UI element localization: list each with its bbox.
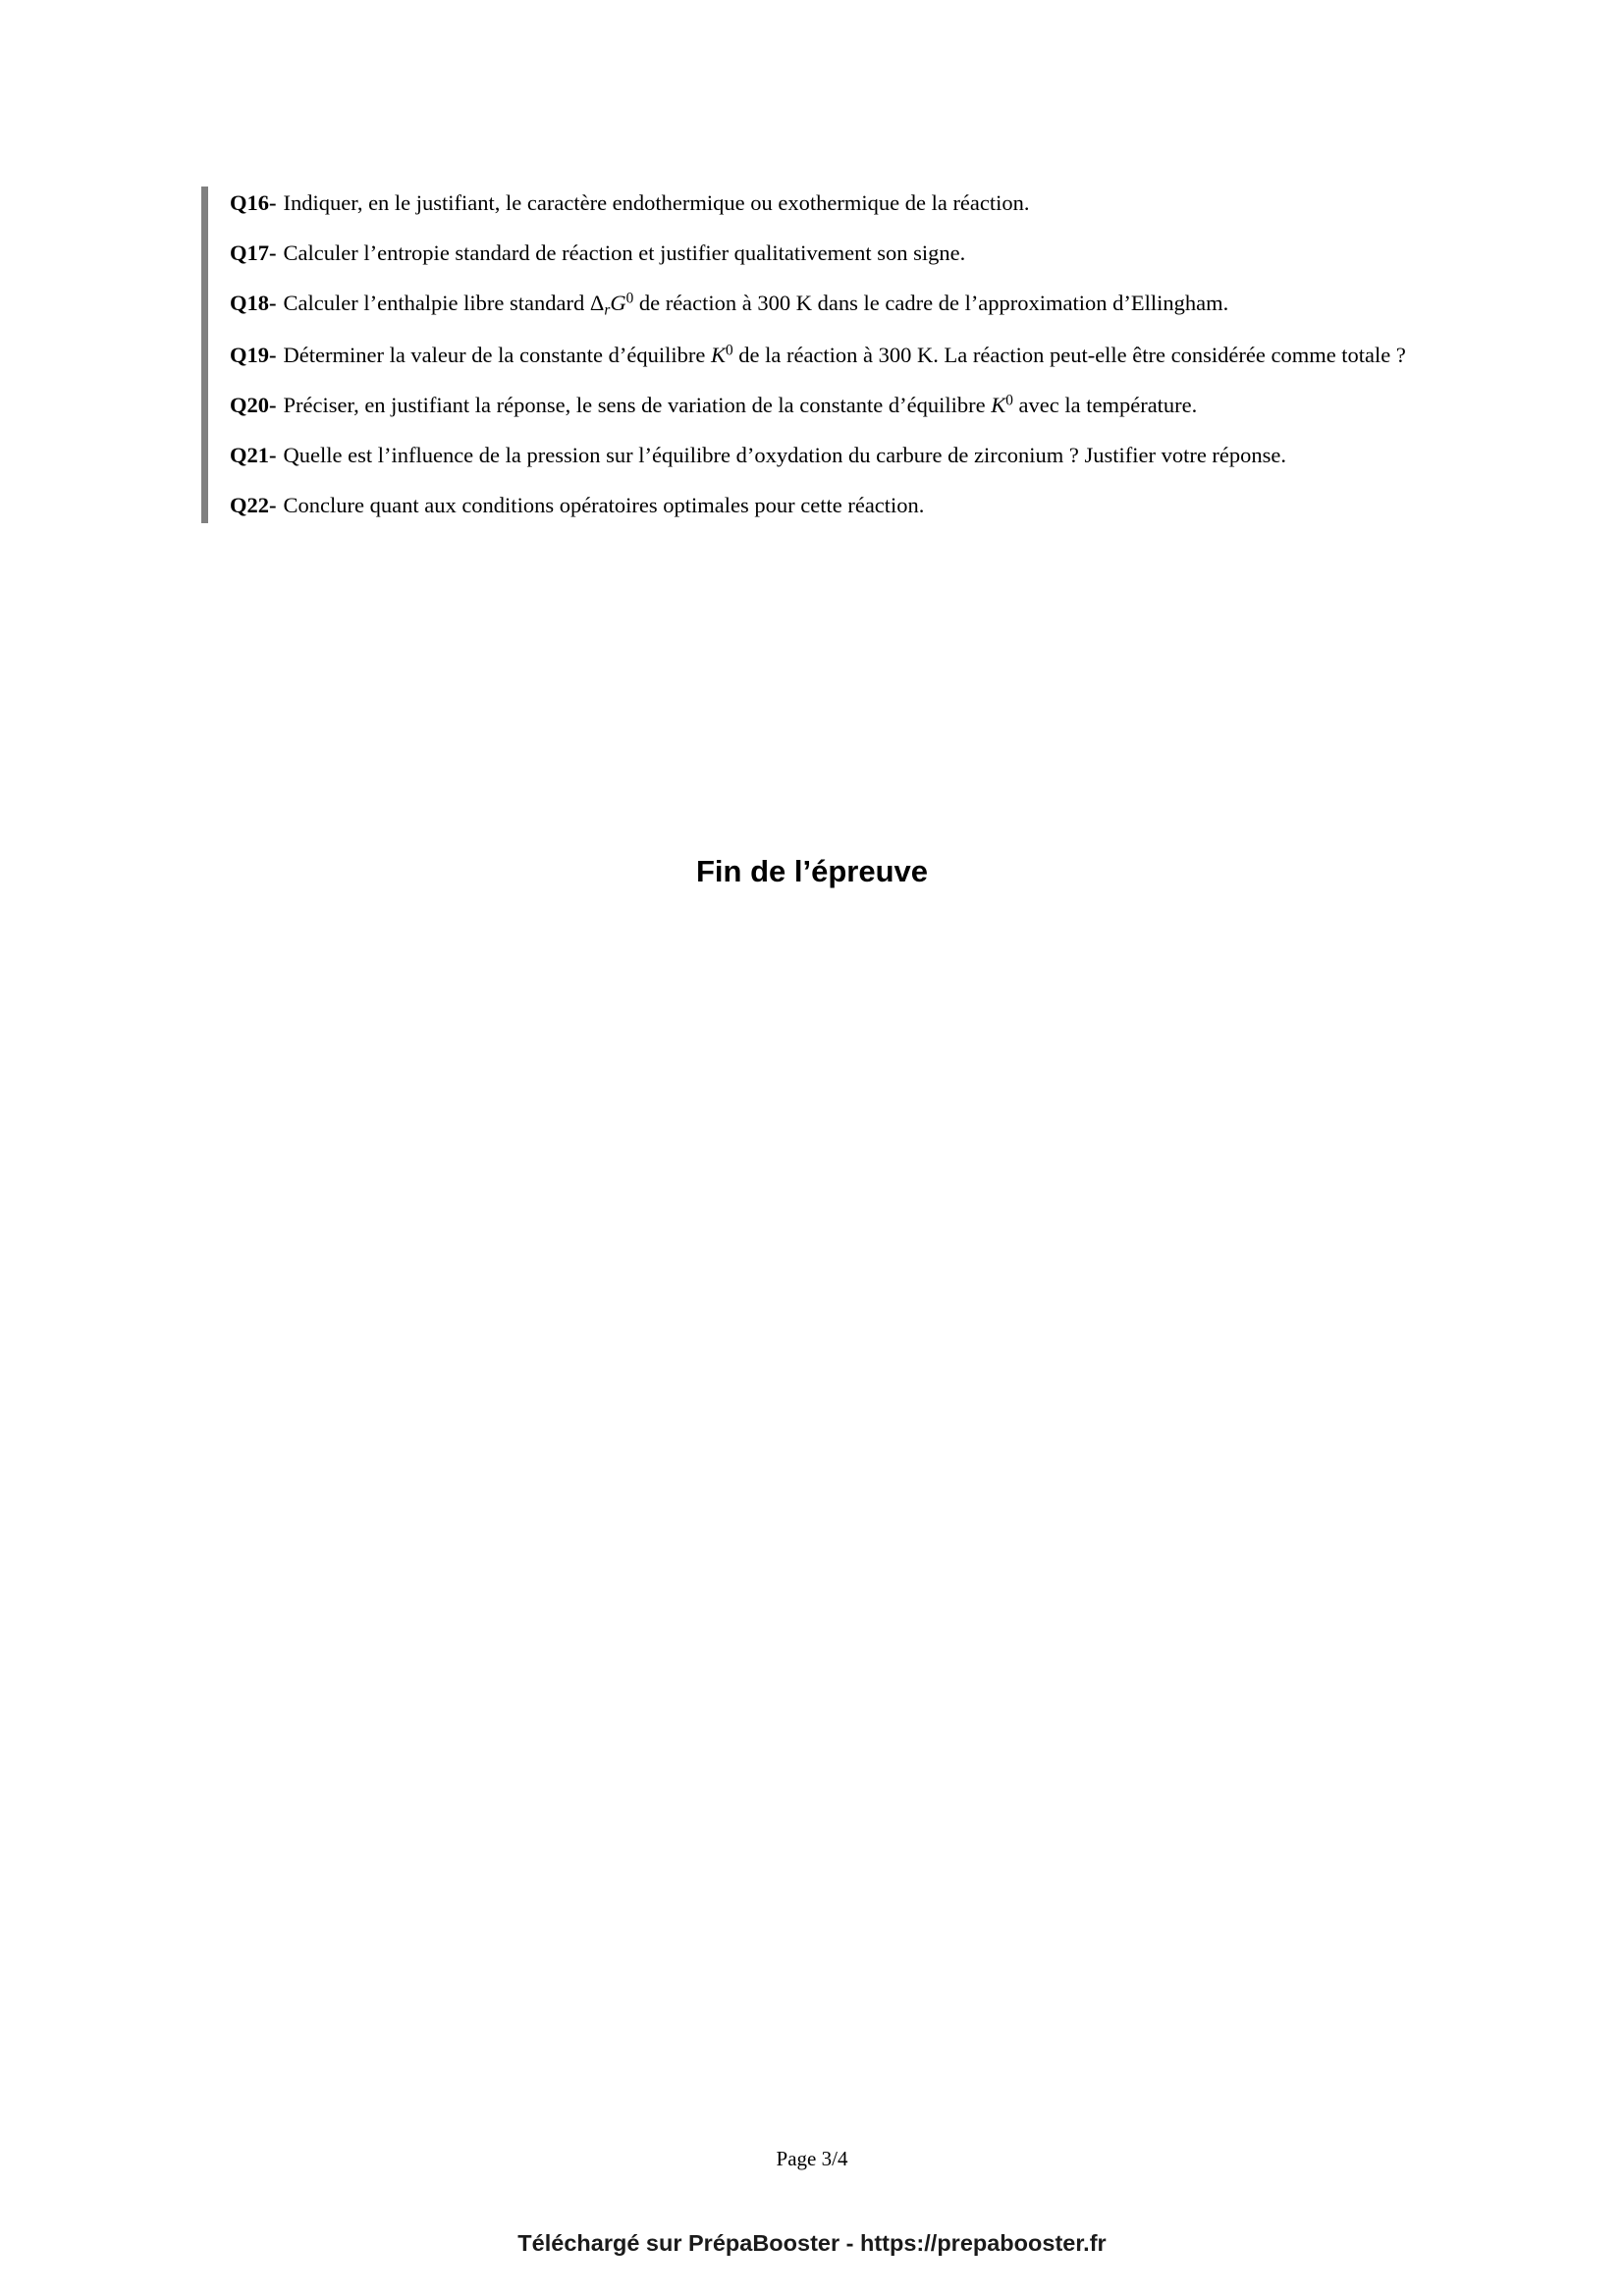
question-text-continued: de réaction à 300 K dans le cadre de l’approximation d’Ellingham. xyxy=(638,291,1229,316)
question-item xyxy=(230,439,1429,472)
question-tag: Q19- xyxy=(230,342,277,367)
formula-k-standard: $K^0$ xyxy=(710,342,733,367)
question-item xyxy=(230,237,1429,270)
question-tag: Q18- xyxy=(230,291,277,316)
questions-block xyxy=(201,187,1429,523)
question-text-continued: de la réaction à 300 K. La réaction peut-elle être considérée comme totale ? xyxy=(738,342,1406,367)
question-text-continued: avec la température. xyxy=(1018,393,1198,418)
question-tag: Q22- xyxy=(230,493,277,518)
end-of-exam-title: Fin de l’épreuve xyxy=(695,854,928,888)
question-item xyxy=(230,389,1429,422)
formula-delta-r-g-standard: $\Delta_rG^0$ xyxy=(589,291,634,319)
question-text: Calculer l’entropie standard de réaction et justifier qualitativement son signe. xyxy=(283,240,966,266)
question-item xyxy=(230,187,1429,220)
question-tag: Q21- xyxy=(230,443,277,468)
question-text: Préciser, en justifiant la réponse, le sens de variation de la constante d’équilibre xyxy=(283,393,986,418)
question-tag: Q16- xyxy=(230,190,277,215)
page-number: Page 3/4 xyxy=(776,2147,848,2170)
question-item xyxy=(230,287,1429,322)
question-text: Conclure quant aux conditions opératoires optimales pour cette réaction. xyxy=(283,493,925,518)
question-text: Déterminer la valeur de la constante d’équilibre xyxy=(283,342,706,367)
question-text: Quelle est l’influence de la pression sur l’équilibre d’oxydation du carbure de zirconium ? Justifier votre réponse. xyxy=(283,443,1287,468)
question-tag: Q20- xyxy=(230,393,277,418)
footer-credit: Téléchargé sur PrépaBooster - https://prepabooster.fr xyxy=(517,2230,1107,2256)
question-tag: Q17- xyxy=(230,240,277,266)
formula-k-standard: $K^0$ xyxy=(991,392,1013,418)
question-item xyxy=(230,489,1429,522)
question-text: Indiquer, en le justifiant, le caractère endothermique ou exothermique de la réaction. xyxy=(283,190,1030,215)
question-text: Calculer l’enthalpie libre standard xyxy=(283,291,585,316)
question-item xyxy=(230,339,1429,372)
